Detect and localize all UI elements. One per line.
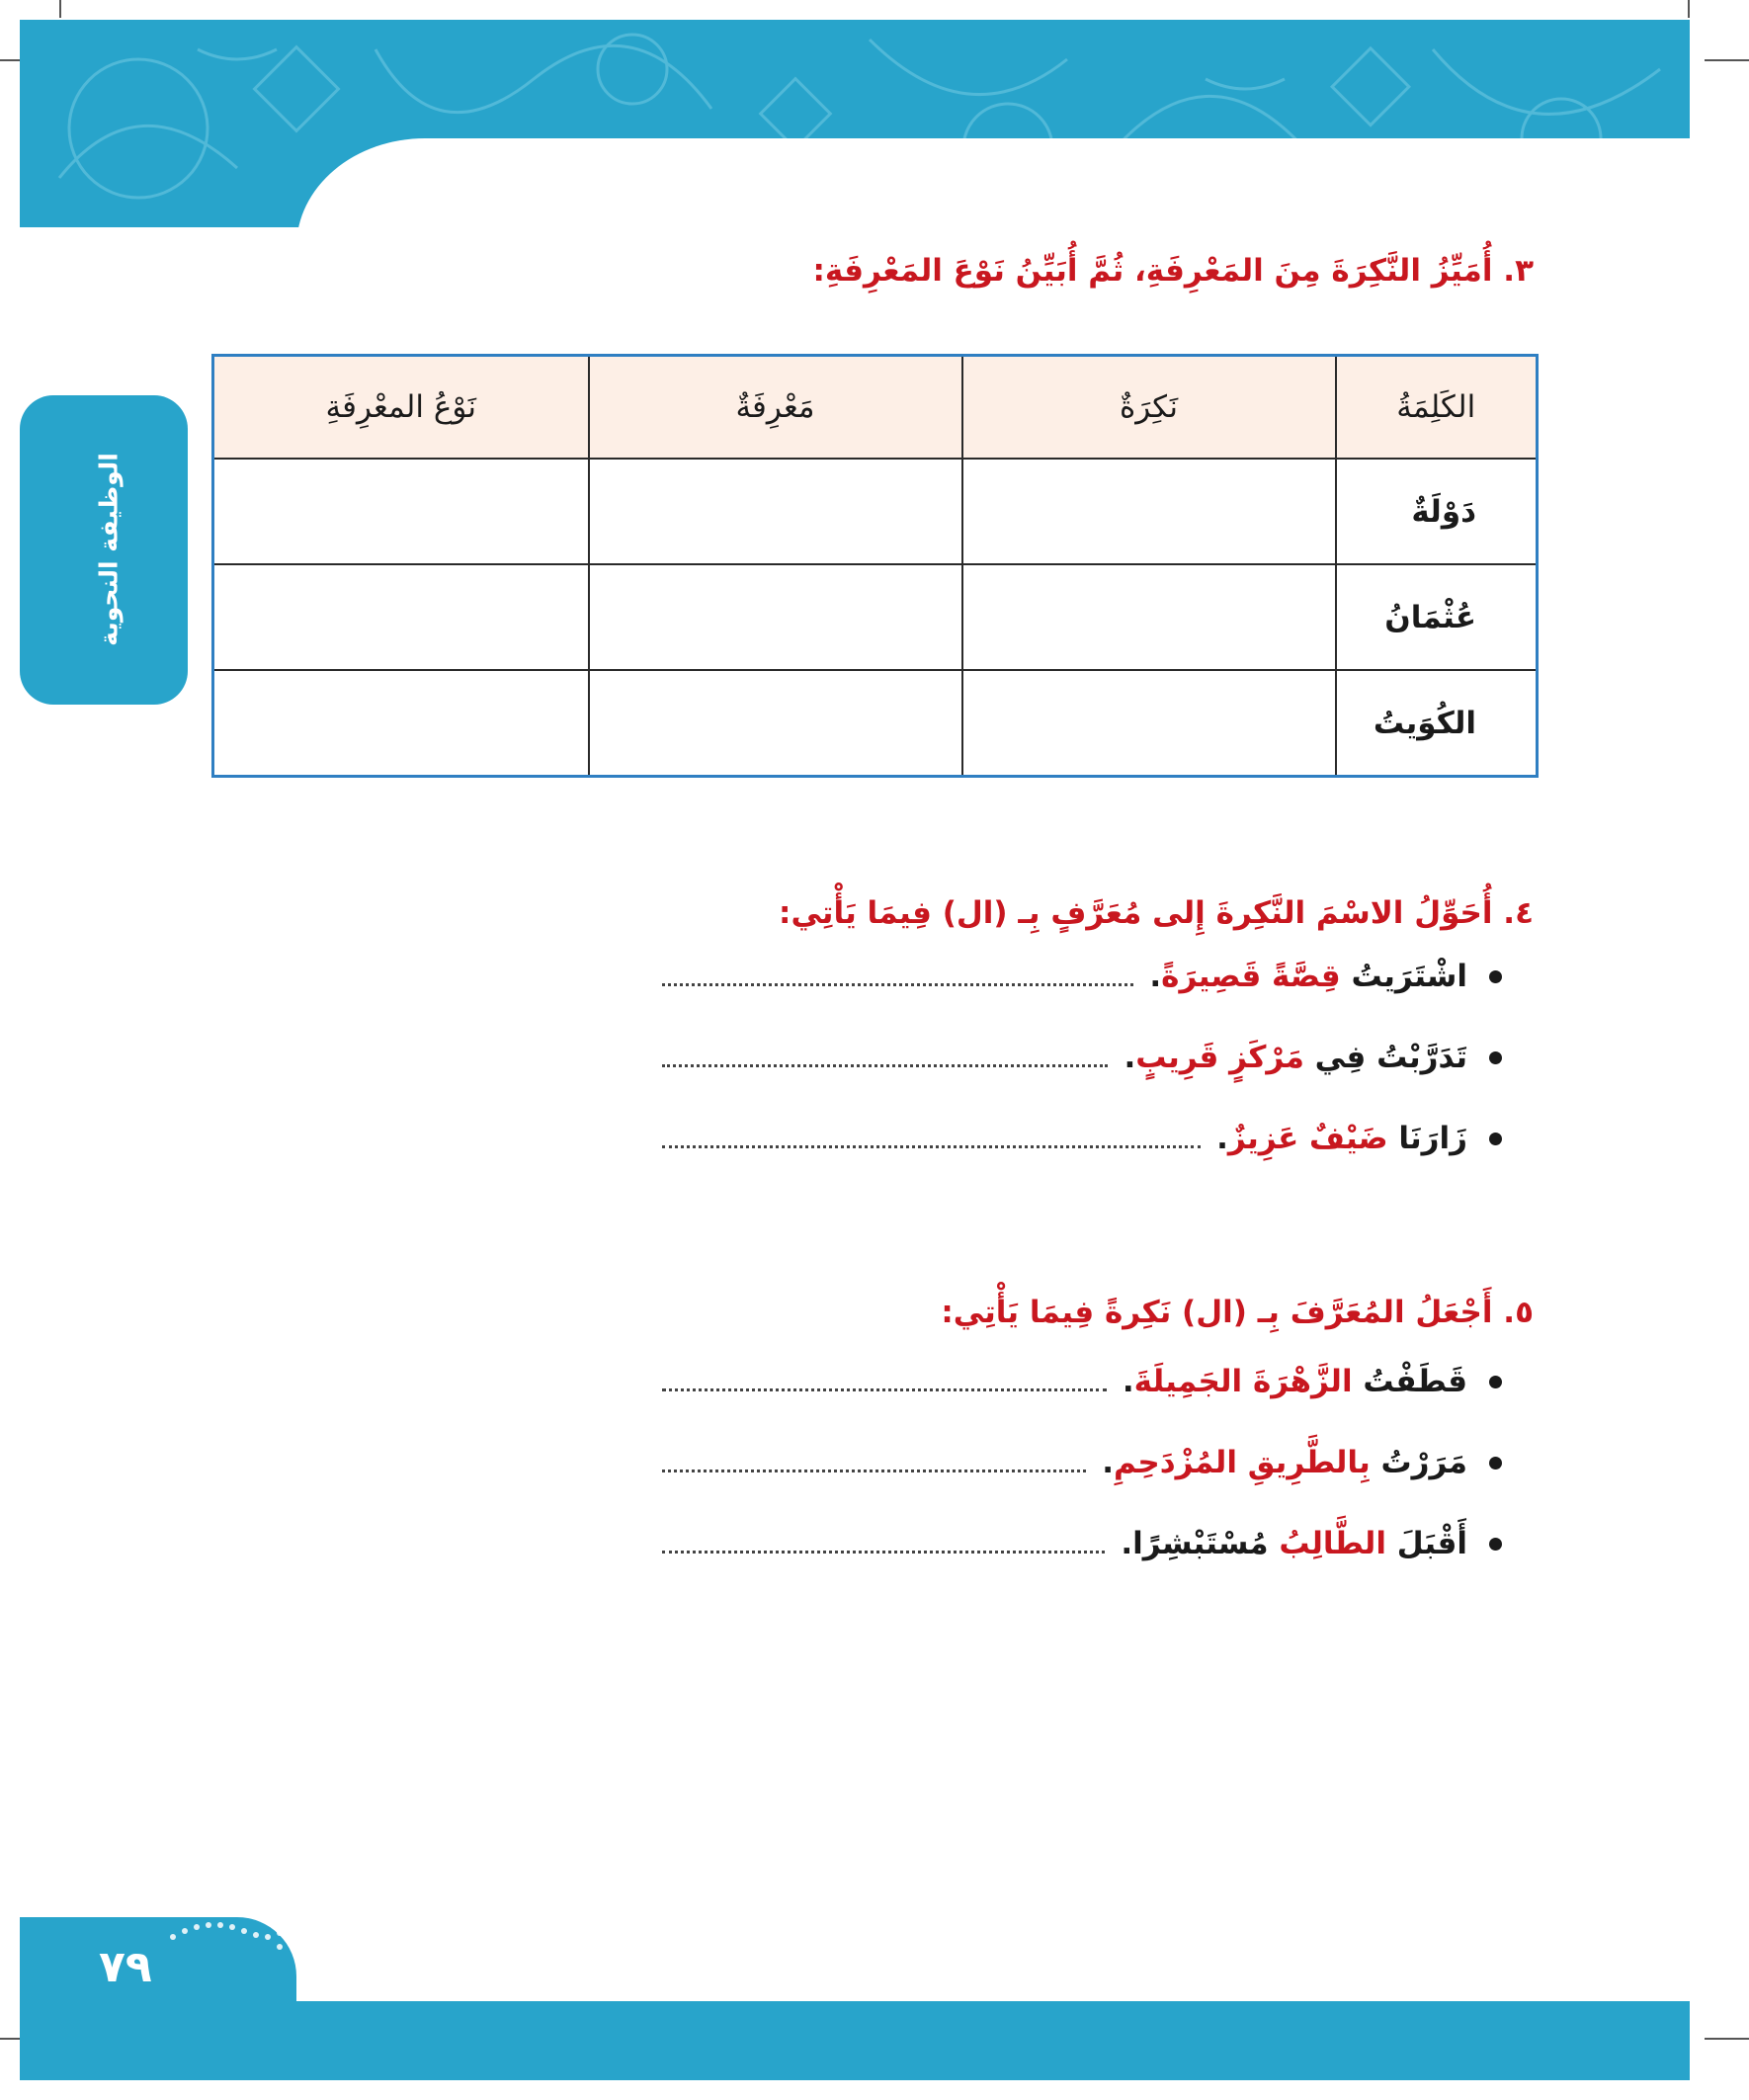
- word-cell: الكُوَيتُ: [1336, 670, 1538, 777]
- bullet-icon: [1489, 1538, 1502, 1551]
- sentence: تَدَرَّبْتُ فِي مَرْكَزٍ قَرِيبٍ.: [1124, 1040, 1467, 1075]
- answer-cell[interactable]: [589, 564, 962, 670]
- exercise-4-item: [662, 955, 1502, 998]
- exercise-4-number: ٤.: [1503, 895, 1534, 931]
- crop-mark: [1705, 59, 1749, 61]
- table-header-row: [213, 356, 1538, 460]
- side-tab-label: الوظيفة النحوية: [94, 453, 124, 646]
- bullet-icon: [1489, 970, 1502, 983]
- exercise-4-item: [662, 1117, 1502, 1160]
- exercise-5-number: ٥.: [1503, 1295, 1534, 1330]
- sentence: قَطَفْتُ الزَّهْرَةَ الجَمِيلَةَ.: [1122, 1364, 1467, 1399]
- exercise-5-item: [662, 1522, 1502, 1565]
- ministry-logo-icon: [163, 1897, 321, 1967]
- answer-line[interactable]: [662, 1145, 1201, 1148]
- table-header: نَكِرَةٌ: [962, 356, 1336, 460]
- exercise-4-item: [662, 1036, 1502, 1079]
- crop-mark: [59, 0, 61, 18]
- exercise-5-title: [941, 1295, 1534, 1330]
- answer-cell[interactable]: [589, 670, 962, 777]
- word-cell: دَوْلَةٌ: [1336, 459, 1538, 564]
- table-row: [213, 459, 1538, 564]
- answer-line[interactable]: [662, 1388, 1107, 1391]
- exercise-5-item: [662, 1441, 1502, 1484]
- answer-cell[interactable]: [962, 670, 1336, 777]
- word-cell: عُثْمَانُ: [1336, 564, 1538, 670]
- answer-cell[interactable]: [589, 459, 962, 564]
- bullet-icon: [1489, 1051, 1502, 1064]
- answer-cell[interactable]: [962, 564, 1336, 670]
- bullet-icon: [1489, 1457, 1502, 1470]
- exercise-3-text: أُمَيِّزُ النَّكِرَةَ مِنَ المَعْرِفَةِ، ثُمَّ أُبَيِّنُ نَوْعَ المَعْرِفَةِ:: [812, 253, 1493, 289]
- sentence: مَرَرْتُ بِالطَّرِيقِ المُزْدَحِمِ.: [1102, 1445, 1467, 1480]
- exercise-5-item: [662, 1360, 1502, 1403]
- table-header: مَعْرِفَةٌ: [589, 356, 962, 460]
- exercise-3-number: ٣.: [1503, 253, 1534, 289]
- page-number: ٧٩: [99, 1942, 152, 1992]
- exercise-3-title: [813, 253, 1534, 289]
- answer-cell[interactable]: [213, 670, 589, 777]
- answer-line[interactable]: [662, 1470, 1086, 1472]
- table-row: [213, 670, 1538, 777]
- answer-cell[interactable]: [213, 459, 589, 564]
- table-row: [213, 564, 1538, 670]
- table-header: نَوْعُ المعْرِفَةِ: [213, 356, 589, 460]
- bullet-icon: [1489, 1133, 1502, 1145]
- exercise-4-text: أُحَوِّلُ الاسْمَ النَّكِرةَ إِلى مُعَرَّفٍ بِـ (ال) فِيمَا يَأْتِي:: [779, 895, 1493, 931]
- table-header: الكَلِمَةُ: [1336, 356, 1538, 460]
- answer-cell[interactable]: [213, 564, 589, 670]
- sentence: اشْتَرَيتُ قِصَّةً قَصِيرَةً.: [1149, 959, 1467, 994]
- sentence: أَقْبَلَ الطَّالِبُ مُسْتَبْشِرًا.: [1121, 1526, 1467, 1561]
- answer-line[interactable]: [662, 1064, 1108, 1067]
- answer-line[interactable]: [662, 983, 1133, 986]
- bullet-icon: [1489, 1376, 1502, 1388]
- header-curve: [296, 138, 1709, 257]
- answer-cell[interactable]: [962, 459, 1336, 564]
- crop-mark: [1705, 2038, 1749, 2040]
- exercise-5-text: أَجْعَلُ المُعَرَّفَ بِـ (ال) نَكِرةً فِيمَا يَأْتِي:: [941, 1295, 1493, 1330]
- crop-mark: [1688, 0, 1690, 18]
- words-table: [211, 354, 1539, 778]
- answer-line[interactable]: [662, 1551, 1105, 1554]
- footer-band: [20, 2001, 1690, 2080]
- sentence: زَارَنَا ضَيْفٌ عَزِيزٌ.: [1216, 1121, 1467, 1156]
- exercise-4-title: [779, 895, 1534, 931]
